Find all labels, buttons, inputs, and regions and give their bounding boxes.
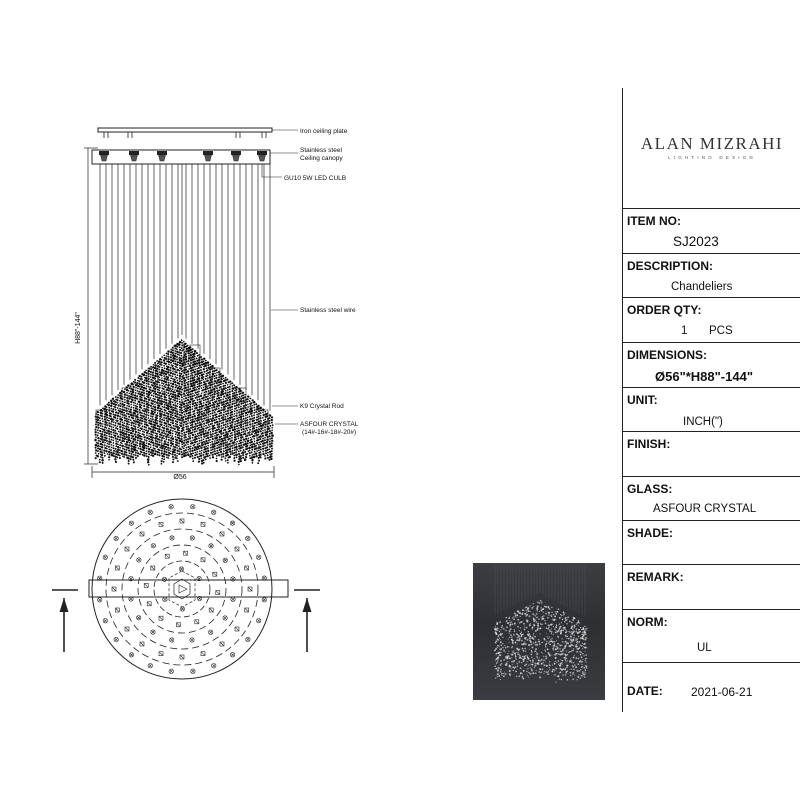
description-value: Chandeliers <box>671 281 733 293</box>
brand-subtitle: LIGHTING DESIGN <box>668 155 756 160</box>
bulb-icon <box>99 151 109 161</box>
diameter-dimension-label: Ø56 <box>173 474 187 481</box>
callout-wire: Stainless steel wire <box>300 307 356 314</box>
crystal-strands <box>94 339 274 465</box>
description-label: DESCRIPTION: <box>627 259 714 273</box>
plan-crystal-marks <box>98 505 267 674</box>
callout-canopy-line2: Ceiling canopy <box>300 155 343 162</box>
order-qty-label: ORDER QTY: <box>627 303 702 317</box>
ceiling-plate-screws <box>104 132 266 138</box>
unit-label: UNIT: <box>627 393 658 407</box>
row-description <box>623 253 800 298</box>
unit-value: INCH(") <box>683 416 723 428</box>
row-remark <box>623 564 800 610</box>
title-block <box>622 88 800 712</box>
iron-ceiling-plate <box>98 128 272 132</box>
order-qty-unit: PCS <box>709 325 733 337</box>
section-arrow-right <box>294 590 320 652</box>
bulb-icon <box>157 151 167 161</box>
plan-view <box>52 499 320 679</box>
led-bulbs <box>99 151 267 161</box>
callout-canopy-line1: Stainless steel <box>300 147 342 154</box>
row-glass <box>623 476 800 521</box>
height-dimension-label: H88"-144" <box>75 312 82 344</box>
shade-label: SHADE: <box>627 526 674 540</box>
bulb-icon <box>129 151 139 161</box>
brand-logo <box>623 108 800 208</box>
callout-crystal-line2: (14#-16#-18#-20#) <box>302 429 357 436</box>
bulb-icon <box>257 151 267 161</box>
section-arrow-left <box>52 590 78 652</box>
date-value: 2021-06-21 <box>691 685 753 699</box>
bulb-icon <box>203 151 213 161</box>
row-order-qty <box>623 297 800 343</box>
callout-bulb: GU10 5W LED CULB <box>284 175 347 182</box>
row-date <box>623 662 800 713</box>
finish-label: FINISH: <box>627 437 671 451</box>
product-photo <box>473 563 605 700</box>
row-shade <box>623 520 800 565</box>
row-finish <box>623 431 800 477</box>
row-item-no <box>623 208 800 254</box>
dimensions-value: Ø56"*H88"-144" <box>655 369 753 384</box>
glass-value: ASFOUR CRYSTAL <box>653 503 757 515</box>
callout-crystal-line1: ASFOUR CRYSTAL <box>300 421 359 428</box>
row-unit <box>623 387 800 432</box>
row-norm <box>623 609 800 663</box>
brand-name: ALAN MIZRAHI <box>640 134 784 153</box>
elevation-view <box>84 128 298 478</box>
dimensions-label: DIMENSIONS: <box>627 348 708 362</box>
norm-label: NORM: <box>627 615 668 629</box>
ceiling-canopy <box>92 150 270 164</box>
row-dimensions <box>623 342 800 388</box>
callout-rod: K9 Crystal Rod <box>300 403 344 410</box>
bulb-icon <box>231 151 241 161</box>
remark-label: REMARK: <box>627 570 684 584</box>
callout-ceiling-plate: Iron ceiling plate <box>300 128 348 135</box>
item-no-value: SJ2023 <box>673 234 719 249</box>
date-label: DATE: <box>627 684 663 698</box>
norm-value: UL <box>697 642 712 654</box>
glass-label: GLASS: <box>627 482 673 496</box>
item-no-label: ITEM NO: <box>627 214 681 228</box>
order-qty-value: 1 <box>681 325 688 337</box>
